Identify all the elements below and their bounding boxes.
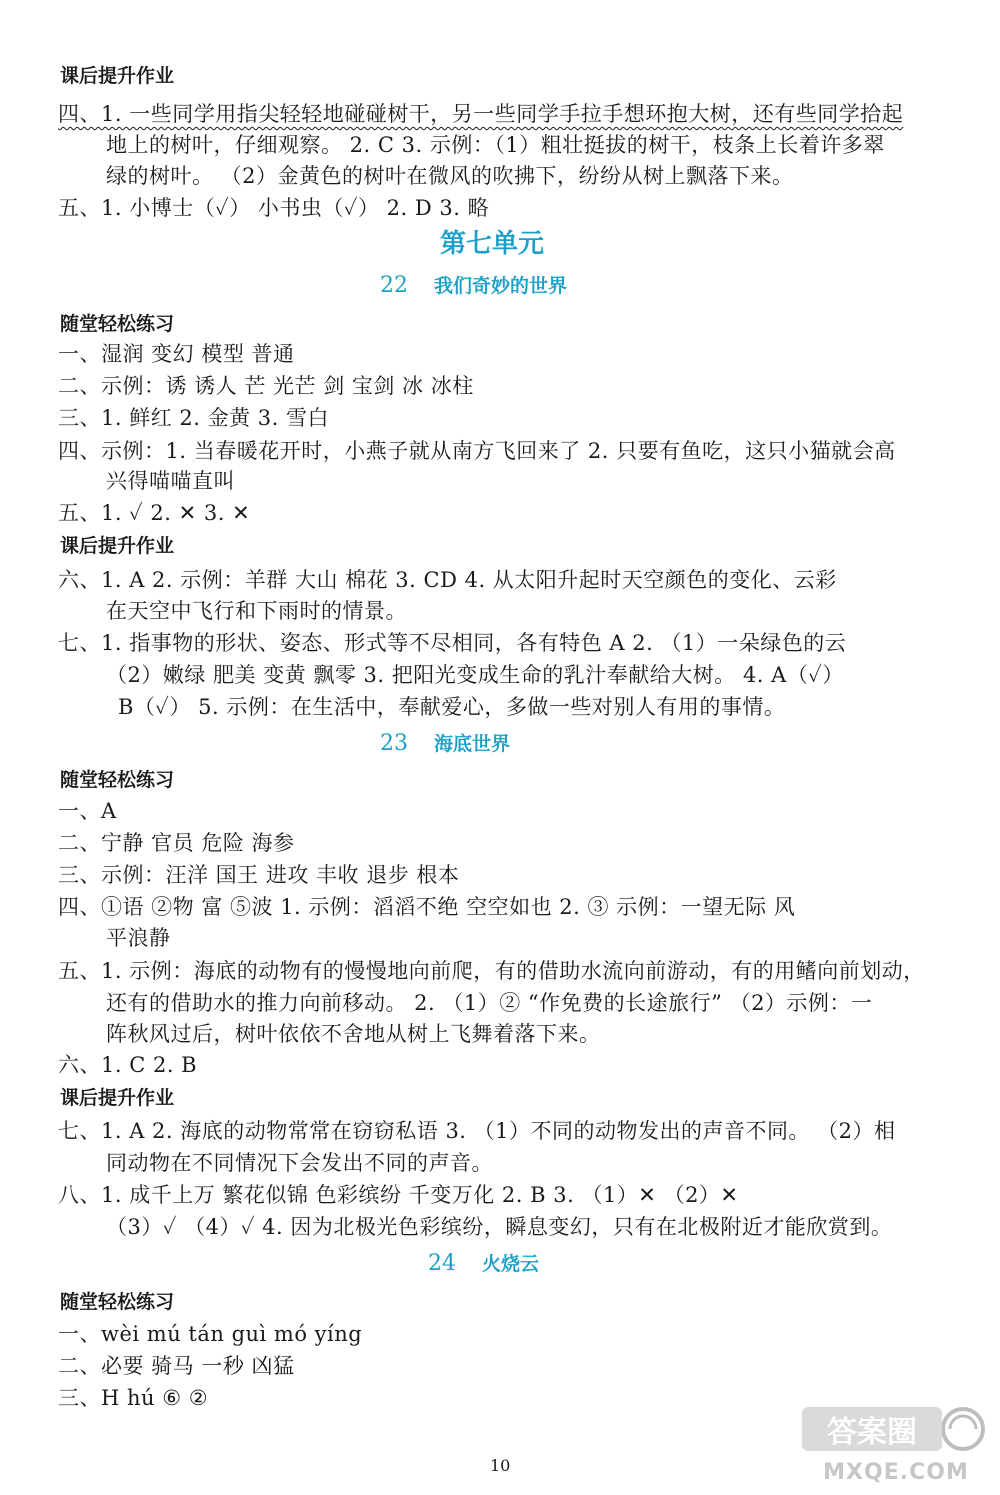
section-heading: 课后提升作业 [60,65,175,87]
answer-line: 在天空中飞行和下雨时的情景。 [106,599,407,623]
answer-line: 一、A [58,799,117,823]
answer-line: 七、1. A 2. 海底的动物常常在窃窃私语 3. （1）不同的动物发出的声音不同。 （2）相 [58,1119,896,1143]
lesson-title [380,272,567,300]
lesson-name: 我们奇妙的世界 [434,275,568,297]
answer-line: （3）✓ （4）✓ 4. 因为北极光色彩缤纷，瞬息变幻，只有在北极附近才能欣赏到。 [106,1215,893,1239]
watermark-logo [798,1399,988,1487]
answer-line: 兴得喵喵直叫 [106,469,235,493]
answer-line: 五、1. 示例：海底的动物有的慢慢地向前爬，有的借助水流向前游动，有的用鳍向前划动， [58,959,925,983]
lesson-name: 海底世界 [434,733,511,755]
answer-line: 一、湿润 变幻 模型 普通 [58,342,295,366]
lesson-name: 火烧云 [482,1253,540,1275]
answer-line: 六、1. A 2. 示例：羊群 大山 棉花 3. CD 4. 从太阳升起时天空颜色的变化、云彩 [58,568,837,592]
answer-line: 二、宁静 官员 危险 海参 [58,831,295,855]
answer-line: 二、示例：诱 诱人 芒 光芒 剑 宝剑 冰 冰柱 [58,374,474,398]
answer-line: 三、1. 鲜红 2. 金黄 3. 雪白 [58,406,329,430]
watermark-logo-text: 答案圈 [827,1415,917,1450]
answer-line [58,100,903,128]
page-number: 10 [490,1456,511,1475]
answer-line: 三、示例：汪洋 国王 进攻 丰收 退步 根本 [58,863,460,887]
answer-line: 三、H hú ⑥ ② [58,1386,209,1410]
answer-line: 五、1. 小博士（✓） 小书虫（✓） 2. D 3. 略 [58,196,490,220]
lesson-number: 23 [380,731,408,756]
unit-title: 第七单元 [440,229,545,259]
section-heading: 课后提升作业 [60,535,175,557]
section-heading: 随堂轻松练习 [60,1291,175,1313]
answer-line: 四、①语 ②物 富 ⑤波 1. 示例：滔滔不绝 空空如也 2. ③ 示例：一望无际 风 [58,895,796,919]
answer-line: 地上的树叶，仔细观察。 2. C 3. 示例：（1）粗壮挺拔的树干，枝条上长着许多翠 [106,133,885,157]
answer-text: 四、1. 一些同学用指尖轻轻地碰碰树干，另一些同学手拉手想环抱大树，还有些同学拾起 [58,102,904,126]
lesson-title [428,1250,539,1278]
answer-line: B（✓） 5. 示例：在生活中，奉献爱心，多做一些对别人有用的事情。 [118,695,786,719]
lesson-number: 22 [380,273,408,298]
lesson-title [380,730,510,758]
answer-line: 同动物在不同情况下会发出不同的声音。 [106,1151,493,1175]
answer-line: 五、1. ✓ 2. ✕ 3. ✕ [58,501,251,525]
answer-line: 还有的借助水的推力向前移动。 2. （1）② “作免费的长途旅行” （2）示例：一 [106,991,873,1015]
answer-line: 阵秋风过后，树叶依依不舍地从树上飞舞着落下来。 [106,1022,601,1046]
answer-line: （2）嫩绿 肥美 变黄 飘零 3. 把阳光变成生命的乳汁奉献给大树。 4. A（✓） [106,663,844,687]
answer-line: 一、wèi mú tán guì mó yíng [58,1322,363,1346]
answer-line: 七、1. 指事物的形状、姿态、形式等不尽相同，各有特色 A 2. （1）一朵绿色的云 [58,631,847,655]
answer-line: 四、示例：1. 当春暖花开时，小燕子就从南方飞回来了 2. 只要有鱼吃，这只小猫就会高 [58,439,896,463]
answer-line: 绿的树叶。 （2）金黄色的树叶在微风的吹拂下，纷纷从树上飘落下来。 [106,164,794,188]
section-heading: 随堂轻松练习 [60,769,175,791]
answer-line: 二、必要 骑马 一秒 凶猛 [58,1354,295,1378]
section-heading: 随堂轻松练习 [60,313,175,335]
lesson-number: 24 [428,1251,456,1276]
watermark-url: MXQE.COM [823,1460,969,1485]
answer-line: 八、1. 成千上万 繁花似锦 色彩缤纷 千变万化 2. B 3. （1）✕ （2）✕ [58,1183,739,1207]
section-heading: 课后提升作业 [60,1087,175,1109]
answer-line: 六、1. C 2. B [58,1053,198,1077]
answer-line: 平浪静 [106,926,171,950]
